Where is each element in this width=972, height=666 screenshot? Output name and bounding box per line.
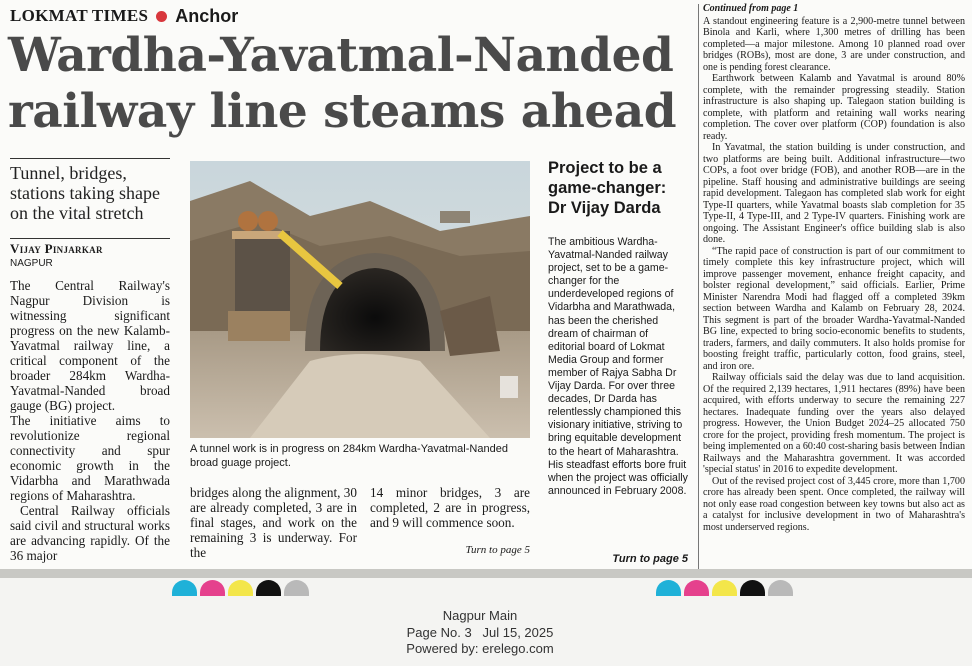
sidebar-turn-to-page-link[interactable]: Turn to page 5 xyxy=(612,553,688,565)
story-paragraph: Central Railway officials said civil and structural works are advancing rapidly. Of the 36 major xyxy=(10,503,170,563)
story-column-2: bridges along the alignment, 30 are already completed, 3 are in final stages, and work on the remaining 3 is underway. For the xyxy=(190,485,357,560)
sidebar-headline: Project to be a game-changer: Dr Vijay Darda xyxy=(548,159,667,217)
tunnel-photo xyxy=(190,161,530,438)
yellow-swatch xyxy=(712,580,737,596)
headline xyxy=(8,28,688,140)
continued-paragraph: “The rapid pace of construction is part of our commitment to timely complete this key infrastructure project, which will improve passenger movement, enhance freight capacity, and bolster regional development,” said officials. Earlier, Prime Minister Narendra Modi had flagged off a completed 39km section between Wardha and Kalamb on February 28, 2024. This segment is part of the broader Wardha-Yavatmal-Nanded BG line, expected to bring socio-economic benefits to students, traders, farmers, and daily commuters. It also holds promise for boosting freight traffic, particularly cotton, food grains, steel, and iron ore. xyxy=(703,245,965,372)
continued-paragraph: Out of the revised project cost of 3,445 crore, more than 1,700 crore has already been spent. Once completed, the railway will not only ease road congestion between key towns but also act as a catalyst for inclusive development in two of Maharashtra's most underserved regions. xyxy=(703,475,965,533)
edition-name: Nagpur Main xyxy=(442,608,518,623)
page-info xyxy=(380,625,580,642)
continued-paragraph: A standout engineering feature is a 2,900-metre tunnel between Binola and Karli, where 1,300 metres of drilling has been completed—a major milestone. Among 10 planned road over bridges (ROBs), most are done, 3 are under construction, and one is pending forest clearance. xyxy=(703,15,965,73)
story-paragraph: The initiative aims to revolutionize regional connectivity and spur economic growth in the Vidarbha and Marathwada regions of Maharashtra. xyxy=(10,413,170,503)
magenta-swatch xyxy=(200,580,225,596)
headline-line-2: railway line steams ahead xyxy=(8,84,677,139)
continued-paragraph: In Yavatmal, the station building is under construction, and two platforms are being built. Additional infrastructure—two COPs, a foot over bridge (FOB), and another ROB—are in the pipeline. Staff housing and administrative buildings are seeing rapid development. Talegaon has completed slab work for eight Type-II quarters, while Yavatmal boasts slab completion for 35 Type-II, 4 Type-III, and 2 Type-IV quarters. Finishing work are ongoing. The Assistant Engineer's office building slab is also done. xyxy=(703,142,965,245)
page-date: Jul 15, 2025 xyxy=(482,624,554,640)
sidebar-body: The ambitious Wardha-Yavatmal-Nanded railway project, set to be a game-changer for the underdeveloped regions of Vidarbha and Marathwada, has been the cherished dream of chairman of editorial board of Lokmat Media Group and former member of Rajya Sabha Dr Vijay Darda. For over three decades, Dr Darda has relentlessly championed this visionary initiative, striving to bring equitable development to the heart of Maharashtra. His steadfast efforts bore fruit when the project was officially announced in February 2008. xyxy=(548,236,688,497)
continued-paragraph: Railway officials said the delay was due to land acquisition. Of the required 2,139 hectares, 1,911 hectares (89%) have been acquired, with efforts underway to secure the remaining 227 hectares. Inadequate funding over the years also delayed progress. However, the Union Budget 2024–25 allocated 750 crore for the project, providing fresh momentum. The project is being implemented on a 60:40 cost-sharing basis between Indian Railways and the Maharashtra government. It was accorded 'special status' in 2016 to expedite development. xyxy=(703,372,965,475)
continued-story xyxy=(703,3,965,533)
yellow-swatch xyxy=(228,580,253,596)
color-registration-right xyxy=(656,580,793,596)
page-number: Page No. 3 xyxy=(406,624,472,640)
magenta-swatch xyxy=(684,580,709,596)
masthead xyxy=(10,5,238,27)
section-label: Anchor xyxy=(175,5,239,26)
photo-caption: A tunnel work is in progress on 284km Wardha-Yavatmal-Nanded broad guage project. xyxy=(190,443,508,469)
byline xyxy=(10,238,170,269)
page-footer xyxy=(380,608,580,658)
byline-place: NAGPUR xyxy=(10,258,53,269)
powered-by[interactable]: Powered by: erelego.com xyxy=(406,641,554,656)
red-dot-icon xyxy=(156,11,167,22)
story-paragraph: The Central Railway's Nagpur Division is witnessing significant progress on the new Kalamb-Yavatmal railway line, a critical component of the broader 284km Wardha-Yavatmal-Nanded broad gauge (BG) project. xyxy=(10,278,170,413)
headline-line-1: Wardha-Yavatmal-Nanded xyxy=(8,28,674,83)
story-column-1 xyxy=(10,278,170,563)
deck: Tunnel, bridges, stations taking shape on the vital stretch xyxy=(10,158,170,223)
continued-label: Continued from page 1 xyxy=(703,3,799,14)
color-registration-left xyxy=(172,580,309,596)
cyan-swatch xyxy=(656,580,681,596)
story-column-3: 14 minor bridges, 3 are completed, 2 are in progress, and 9 will commence soon. xyxy=(370,485,530,530)
grey-swatch xyxy=(284,580,309,596)
publication-name: LOKMAT TIMES xyxy=(10,6,149,25)
continued-paragraph: Earthwork between Kalamb and Yavatmal is around 80% complete, with the remainder progressing steadily. Station infrastructure is also shaping up. Talegaon station building is complete, with platform and retaining wall works nearing completion. The cover over platform (COP) foundation is also ready. xyxy=(703,73,965,142)
page-bottom-strip xyxy=(0,569,972,578)
grey-swatch xyxy=(768,580,793,596)
black-swatch xyxy=(256,580,281,596)
column-divider xyxy=(698,4,699,570)
byline-name: Vijay Pinjarkar xyxy=(10,241,103,256)
tunnel-photo-illustration xyxy=(190,161,530,438)
cyan-swatch xyxy=(172,580,197,596)
black-swatch xyxy=(740,580,765,596)
turn-to-page-link[interactable]: Turn to page 5 xyxy=(465,544,530,556)
